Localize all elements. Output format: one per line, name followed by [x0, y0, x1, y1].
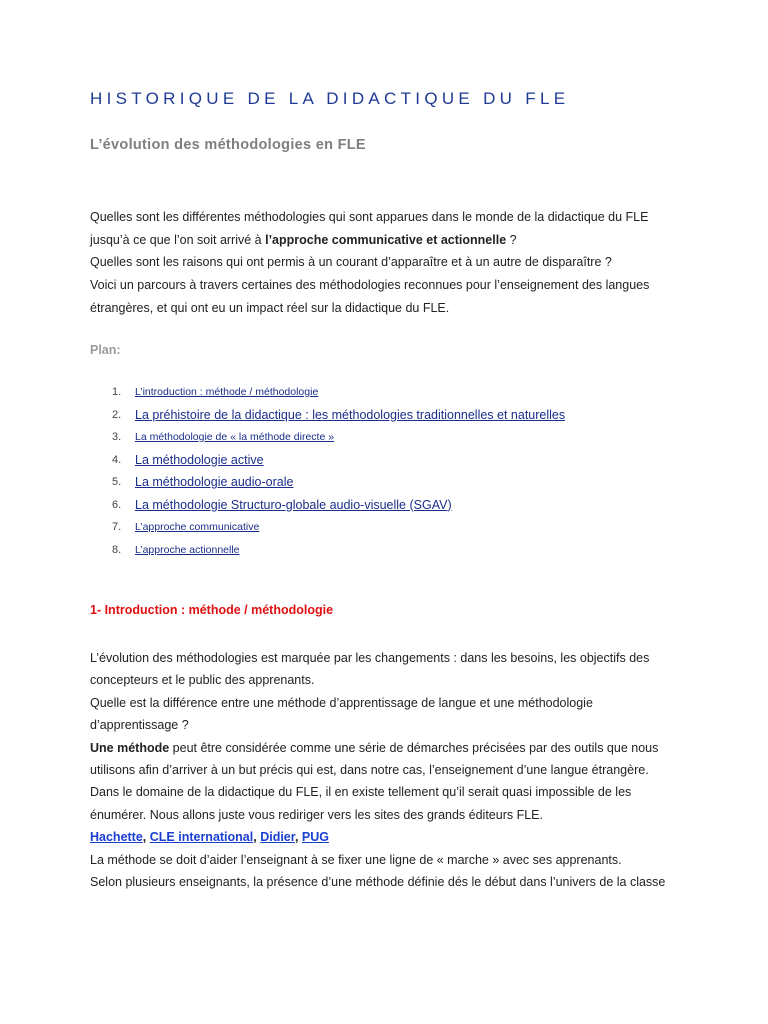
plan-link-methodologie-active[interactable]: La méthodologie active	[135, 452, 264, 467]
body-line: L’évolution des méthodologies est marquée par les changements : dans les besoins, les objectifs des	[90, 651, 650, 665]
plan-item	[90, 539, 650, 562]
separator: ,	[294, 830, 302, 845]
plan-item	[90, 381, 650, 404]
body-line: Selon plusieurs enseignants, la présence d’une méthode définie dés le début dans l’univers de la classe	[90, 875, 666, 890]
plan-link-methode-directe[interactable]: La méthodologie de « la méthode directe »	[135, 431, 335, 443]
page-subtitle: L’évolution des méthodologies en FLE	[90, 137, 366, 153]
plan-link-approche-communicative[interactable]: L’approche communicative	[135, 521, 260, 533]
plan-link-sgav[interactable]: La méthodologie Structuro-globale audio-visuelle (SGAV)	[135, 497, 452, 512]
plan-link-introduction[interactable]: L’introduction : méthode / méthodologie	[135, 386, 319, 398]
section-body	[90, 647, 690, 893]
body-line: utilisons afin d’arriver à un but précis qui est, dans notre cas, l’enseignement d’une langue étrangère.	[90, 763, 649, 778]
section-heading: 1- Introduction : méthode / méthodologie	[90, 603, 334, 617]
plan-item-number: 3.	[112, 431, 122, 443]
plan-item	[90, 404, 650, 427]
intro-line: jusqu’à ce que l’on soit arrivé à l’approche communicative et actionnelle ?	[90, 232, 517, 247]
intro-bold-term: l’approche communicative et actionnelle	[265, 232, 507, 247]
publisher-link-pug[interactable]: PUG	[301, 830, 329, 845]
plan-item-number: 7.	[112, 521, 122, 533]
plan-link-audio-orale[interactable]: La méthodologie audio-orale	[135, 475, 294, 489]
plan-item-number: 2.	[112, 408, 122, 421]
intro-paragraph	[90, 206, 690, 320]
separator: ,	[142, 830, 150, 845]
body-line: Une méthode peut être considérée comme une série de démarches précisées par des outils que nous	[90, 740, 659, 755]
plan-link-approche-actionnelle[interactable]: L’approche actionnelle	[135, 543, 240, 556]
plan-item	[90, 494, 650, 517]
plan-item-number: 4.	[112, 453, 122, 466]
intro-line: Quelles sont les différentes méthodologies qui sont apparues dans le monde de la didactique du FLE	[90, 210, 649, 224]
body-line: La méthode se doit d’aider l’enseignant à se fixer une ligne de « marche » avec ses apprenants.	[90, 852, 622, 867]
plan-item	[90, 471, 650, 494]
publisher-link-hachette[interactable]: Hachette	[90, 830, 143, 845]
plan-item	[90, 449, 650, 472]
plan-item-number: 6.	[112, 498, 122, 511]
plan-label: Plan:	[90, 343, 121, 357]
plan-item	[90, 516, 650, 539]
body-line: d’apprentissage ?	[90, 718, 189, 733]
plan-item-number: 1.	[112, 386, 122, 398]
body-line: Quelle est la différence entre une méthode d’apprentissage de langue et une méthodologie	[90, 695, 593, 710]
intro-line: Voici un parcours à travers certaines des méthodologies reconnues pour l’enseignement des langues	[90, 278, 650, 293]
intro-line: Quelles sont les raisons qui ont permis à un courant d’apparaître et à un autre de disparaître ?	[90, 255, 612, 270]
body-line: concepteurs et le public des apprenants.	[90, 673, 315, 688]
publisher-links	[90, 826, 690, 848]
plan-item	[90, 426, 650, 449]
page-title: HISTORIQUE DE LA DIDACTIQUE DU FLE	[90, 89, 570, 108]
definition-term: Une méthode	[90, 740, 170, 755]
body-line: Dans le domaine de la didactique du FLE, il en existe tellement qu’il serait quasi impossible de les	[90, 785, 632, 800]
publisher-link-didier[interactable]: Didier	[260, 830, 295, 845]
plan-item-number: 8.	[112, 543, 122, 556]
intro-line: étrangères, et qui ont eu un impact réel sur la didactique du FLE.	[90, 300, 450, 315]
plan-list	[90, 381, 650, 561]
body-line: énumérer. Nous allons juste vous rediriger vers les sites des grands éditeurs FLE.	[90, 807, 543, 822]
publisher-link-cle-international[interactable]: CLE international	[149, 830, 254, 845]
plan-link-prehistoire[interactable]: La préhistoire de la didactique : les méthodologies traditionnelles et naturelles	[135, 407, 566, 422]
plan-item-number: 5.	[112, 476, 122, 488]
separator: ,	[253, 830, 261, 845]
